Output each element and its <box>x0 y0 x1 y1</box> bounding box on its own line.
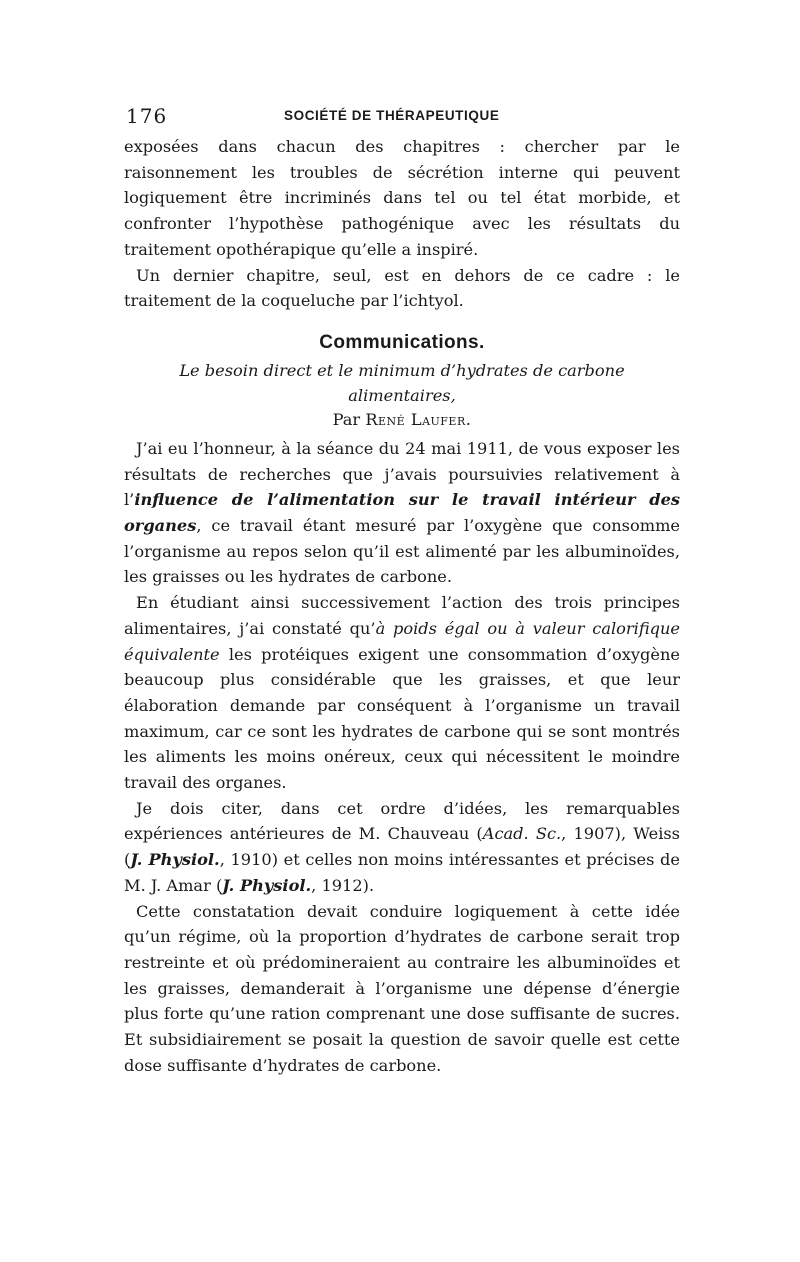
intro-paragraph-1: exposées dans chacun des chapitres : chercher par le raisonnement les troubles de sécrétion interne qui peuvent logiquement être incriminés dans tel ou tel état morbide, et confronter l’hypothèse pathogénique avec les résultats du traitement opothérapique qu’elle a inspiré. <box>124 137 680 259</box>
page-body <box>124 134 680 1079</box>
author-line <box>124 408 680 432</box>
header-title: SOCIÉTÉ DE THÉRAPEUTIQUE <box>284 108 500 123</box>
text-run: Je dois citer, dans cet ordre d’idées, les remarquables expériences antérieures de M. Chauveau ( <box>124 798 680 844</box>
emphasis-text: influence de l’alimentation sur le travail intérieur des organes <box>124 490 680 536</box>
author-prefix: Par <box>332 409 361 429</box>
text-run: , ce travail étant mesuré par l’oxygène que consomme l’organisme au repos selon qu’il est alimenté par les albuminoïdes, les graisses ou les hydrates de carbone. <box>124 516 680 587</box>
document-page <box>124 100 680 1079</box>
intro-paragraph-2: Un dernier chapitre, seul, est en dehors de ce cadre : le traitement de la coqueluche par l’ichtyol. <box>124 265 680 311</box>
text-run: J’ai eu l’honneur, à la séance du 24 mai 1911, de vous exposer les résultats de recherches que j’avais poursuivies relativement à l’ <box>124 438 680 510</box>
page-number: 176 <box>126 104 168 128</box>
article-paragraph-1 <box>124 436 680 590</box>
article-paragraph-3 <box>124 796 680 899</box>
article-title: Le besoin direct et le minimum d’hydrates de carbone alimentaires, <box>179 360 625 405</box>
article-paragraph-2 <box>124 590 680 796</box>
author-name: René Laufer. <box>365 409 472 429</box>
article-paragraph-4: Cette constatation devait conduire logiquement à cette idée qu’un régime, où la proportion d’hydrates de carbone serait trop restreinte et où prédomineraient au contraire les albuminoïdes et les graisses, demanderait à l’organisme une dépense d’énergie plus forte qu’une ration comprenant une dose suffisante de sucres. Et subsidiairement se posait la question de savoir quelle est cette dose suffisante d’hydrates de carbone. <box>124 901 680 1075</box>
emphasis-text: à poids égal ou à valeur calorifique équivalente <box>124 618 680 664</box>
running-header <box>124 100 680 134</box>
text-run: , 1907), Weiss ( <box>124 824 680 870</box>
citation-journal: J. Physiol. <box>222 875 312 895</box>
text-run: En étudiant ainsi successivement l’action des trois principes alimentaires, j’ai constaté qu’ <box>124 593 680 638</box>
text-run: les protéiques exigent une consommation d’oxygène beaucoup plus considérable que les graisses, et que leur élaboration demande par conséquent à l’organisme un travail maximum, car ce sont les hydrates de carbone qui se sont montrés les aliments les moins onéreux, ceux qui nécessitent le moindre travail des organes. <box>124 644 680 793</box>
citation-journal: Acad. Sc. <box>482 824 562 844</box>
text-run: , 1910) et celles non moins intéressantes et précises de M. J. Amar ( <box>124 850 680 895</box>
section-heading: Communications. <box>319 331 485 353</box>
text-run: , 1912). <box>311 875 375 895</box>
citation-journal: J. Physiol. <box>130 850 220 870</box>
